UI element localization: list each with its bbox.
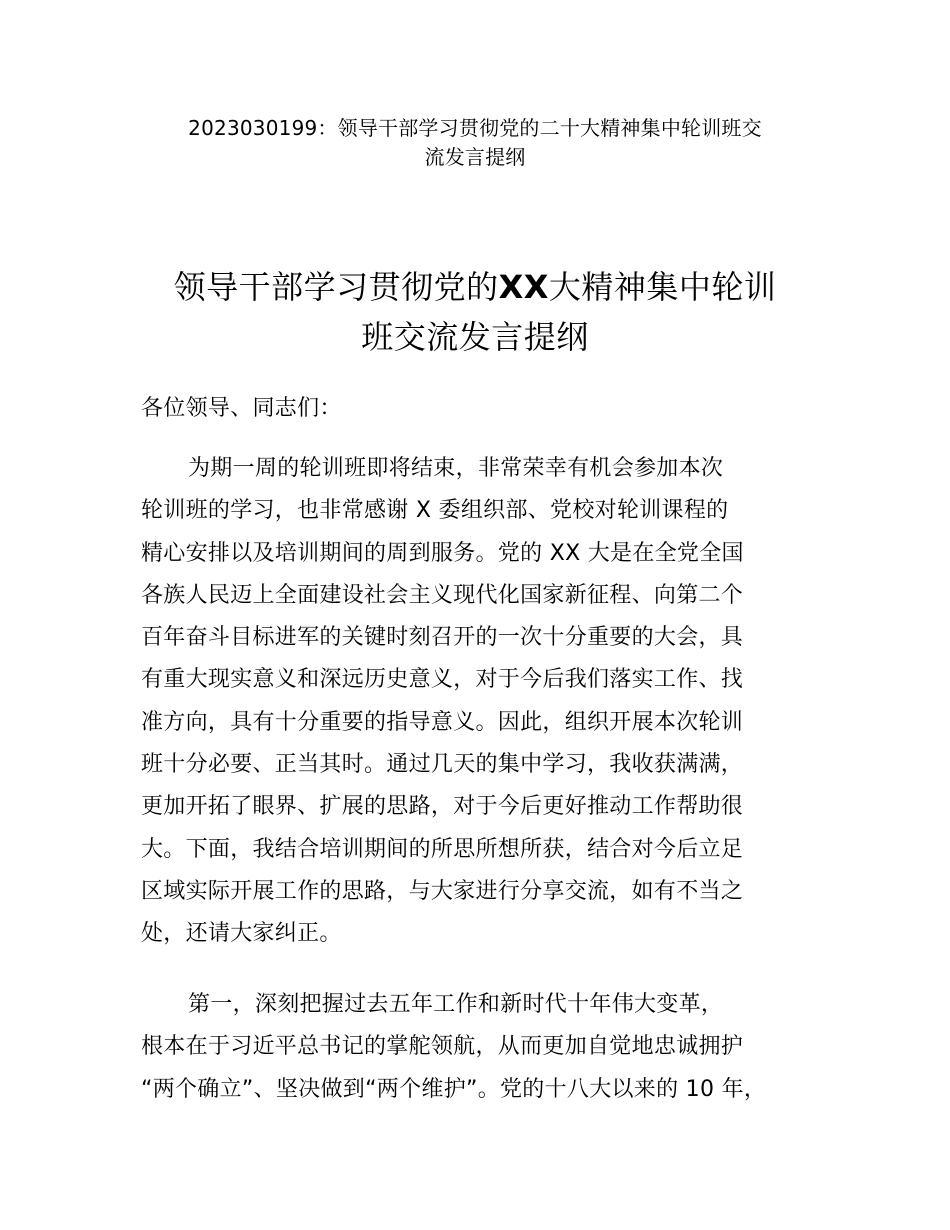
paragraph-line: 有重大现实意义和深远历史意义，对于今后我们落实工作、找	[141, 667, 744, 693]
salutation	[141, 388, 831, 430]
main-title-suffix: 大精神集中轮训	[548, 268, 777, 306]
paragraph-line: 轮训班的学习，也非常感谢 X 委组织部、党校对轮训课程的	[141, 498, 729, 524]
header-title-line: 流发言提纲	[424, 145, 526, 169]
paragraph-line: 处，还请大家纠正。	[141, 921, 342, 947]
paragraph-2	[141, 984, 831, 1111]
paragraph-line: 更加开拓了眼界、扩展的思路，对于今后更好推动工作帮助很	[141, 794, 744, 820]
main-title-line-1	[130, 262, 820, 312]
paragraph-line: 为期一周的轮训班即将结束，非常荣幸有机会参加本次	[188, 456, 724, 481]
paragraph-line: 根本在于习近平总书记的掌舵领航，从而更加自觉地忠诚拥护	[141, 1034, 744, 1060]
paragraph-line: 百年奋斗目标进军的关键时刻召开的一次十分重要的大会，具	[141, 625, 744, 651]
paragraph-line: 区域实际开展工作的思路，与大家进行分享交流，如有不当之	[141, 878, 744, 904]
salutation-text: 各位领导、同志们：	[141, 396, 342, 421]
paragraph-line: “两个确立”、坚决做到“两个维护”。党的十八大以来的 10 年，	[141, 1076, 767, 1102]
paragraph-line: 精心安排以及培训期间的周到服务。党的 XX 大是在全党全国	[141, 540, 744, 566]
main-title-bold: XX	[498, 268, 549, 306]
paragraph-line: 各族人民迈上全面建设社会主义现代化国家新征程、向第二个	[141, 582, 744, 608]
paragraph-1	[141, 448, 831, 956]
paragraph-line: 大。下面，我结合培训期间的所思所想所获，结合对今后立足	[141, 836, 744, 862]
main-title-prefix: 领导干部学习贯彻党的	[173, 268, 499, 306]
paragraph-line: 班十分必要、正当其时。通过几天的集中学习，我收获满满，	[141, 752, 744, 778]
header-title	[130, 114, 820, 172]
paragraph-line: 准方向，具有十分重要的指导意义。因此，组织开展本次轮训	[141, 709, 744, 735]
main-title	[130, 262, 820, 362]
main-title-line-2: 班交流发言提纲	[361, 318, 589, 356]
paragraph-line: 第一，深刻把握过去五年工作和新时代十年伟大变革，	[188, 992, 724, 1017]
header-title-line: 2023030199：领导干部学习贯彻党的二十大精神集中轮训班交	[188, 116, 762, 140]
